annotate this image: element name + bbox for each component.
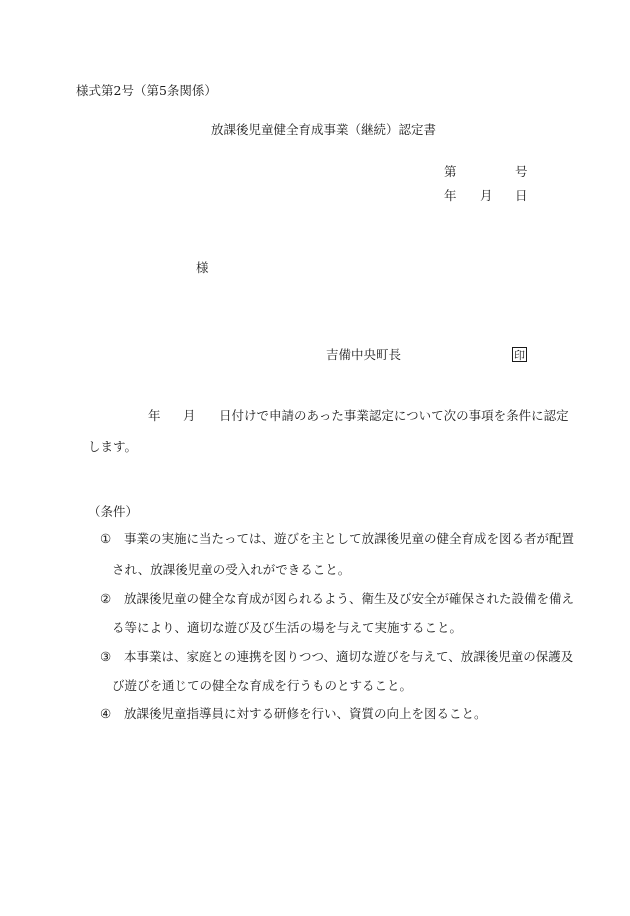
body-text-line-1: 日付けで申請のあった事業認定について次の事項を条件に認定 (219, 408, 569, 423)
condition-4-line-1: 放課後児童指導員に対する研修を行い、資質の向上を図ること。 (124, 706, 487, 721)
seal-mark: 印 (514, 349, 525, 362)
condition-1-line-2: され、放課後児童の受入れができること。 (112, 562, 351, 577)
application-date-month-label: 月 (183, 408, 196, 423)
reference-number-suffix: 号 (515, 164, 528, 179)
issue-date-year-label: 年 (444, 188, 457, 203)
form-number: 様式第2号（第5条関係） (76, 83, 217, 98)
condition-3-number: ③ (100, 649, 112, 664)
condition-3-line-2: び遊びを通じての健全な育成を行うものとすること。 (112, 678, 413, 693)
condition-4-number: ④ (100, 706, 112, 721)
condition-1-number: ① (100, 531, 112, 546)
reference-number-prefix: 第 (444, 164, 457, 179)
addressee-honorific: 様 (196, 260, 209, 275)
condition-2-line-1: 放課後児童の健全な育成が図られるよう、衛生及び安全が確保された設備を備え (124, 591, 575, 606)
application-date-year-label: 年 (148, 408, 161, 423)
condition-2-line-2: る等により、適切な遊び及び生活の場を与えて実施すること。 (112, 620, 463, 635)
issue-date-month-label: 月 (480, 188, 493, 203)
issue-date-day-label: 日 (515, 188, 528, 203)
document-title: 放課後児童健全育成事業（継続）認定書 (211, 122, 437, 137)
condition-3-line-1: 本事業は、家庭との連携を図りつつ、適切な遊びを与えて、放課後児童の保護及 (124, 649, 574, 664)
issuer-name: 吉備中央町長 (326, 347, 402, 362)
body-text-line-2: します。 (88, 439, 138, 454)
condition-2-number: ② (100, 591, 112, 606)
conditions-heading: （条件） (88, 504, 139, 519)
condition-1-line-1: 事業の実施に当たっては、遊びを主として放課後児童の健全育成を図る者が配置 (124, 531, 575, 546)
